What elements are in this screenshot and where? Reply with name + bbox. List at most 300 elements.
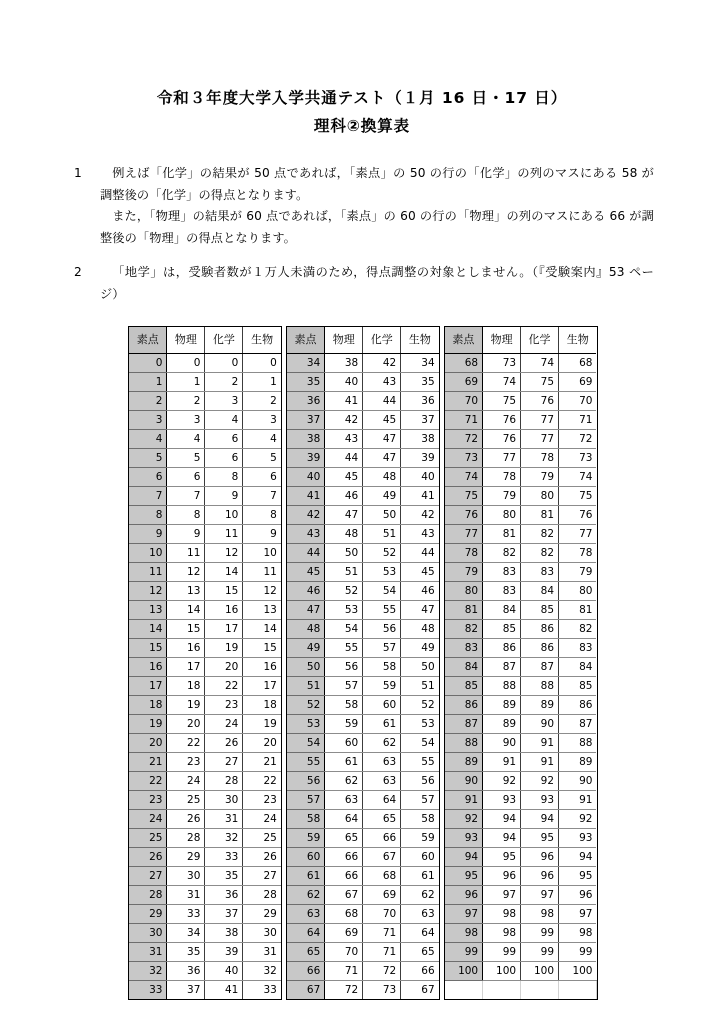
cell-biology: 12 — [243, 582, 281, 601]
cell-physics: 88 — [483, 677, 521, 696]
cell-biology: 39 — [401, 449, 439, 468]
cell-physics: 16 — [167, 639, 205, 658]
column-header-raw-score: 素点 — [445, 327, 483, 354]
cell-chemistry: 52 — [363, 544, 401, 563]
column-header-chemistry: 化学 — [521, 327, 559, 354]
cell-physics: 70 — [325, 943, 363, 962]
note-body-1 — [100, 163, 654, 249]
table-row — [445, 544, 597, 563]
cell-chemistry: 53 — [363, 563, 401, 582]
table-row — [445, 373, 597, 392]
cell-biology: 80 — [559, 582, 597, 601]
cell-biology: 99 — [559, 943, 597, 962]
cell-physics: 9 — [167, 525, 205, 544]
cell-biology: 100 — [559, 962, 597, 981]
cell-chemistry: 71 — [363, 924, 401, 943]
cell-raw-score: 18 — [129, 696, 167, 715]
cell-biology: 98 — [559, 924, 597, 943]
cell-chemistry: 15 — [205, 582, 243, 601]
cell-chemistry: 75 — [521, 373, 559, 392]
table-row — [287, 867, 439, 886]
table-row — [287, 772, 439, 791]
cell-chemistry: 69 — [363, 886, 401, 905]
cell-biology: 77 — [559, 525, 597, 544]
cell-physics: 84 — [483, 601, 521, 620]
table-row — [129, 772, 281, 791]
cell-chemistry: 78 — [521, 449, 559, 468]
cell-raw-score: 62 — [287, 886, 325, 905]
cell-biology: 17 — [243, 677, 281, 696]
table-row — [129, 753, 281, 772]
cell-raw-score: 98 — [445, 924, 483, 943]
cell-biology: 49 — [401, 639, 439, 658]
cell-biology: 22 — [243, 772, 281, 791]
table-row — [287, 373, 439, 392]
cell-physics: 42 — [325, 411, 363, 430]
cell-chemistry: 60 — [363, 696, 401, 715]
table-row — [129, 506, 281, 525]
cell-biology: 64 — [401, 924, 439, 943]
cell-raw-score: 22 — [129, 772, 167, 791]
table-row — [287, 563, 439, 582]
cell-physics: 85 — [483, 620, 521, 639]
cell-biology: 79 — [559, 563, 597, 582]
cell-biology: 90 — [559, 772, 597, 791]
cell-chemistry: 79 — [521, 468, 559, 487]
cell-chemistry: 0 — [205, 354, 243, 373]
cell-physics: 23 — [167, 753, 205, 772]
cell-physics: 25 — [167, 791, 205, 810]
cell-raw-score: 35 — [287, 373, 325, 392]
cell-biology: 60 — [401, 848, 439, 867]
cell-raw-score: 15 — [129, 639, 167, 658]
cell-biology: 67 — [401, 981, 439, 1000]
cell-raw-score — [445, 981, 483, 999]
cell-chemistry: 73 — [363, 981, 401, 1000]
cell-chemistry: 96 — [521, 867, 559, 886]
cell-raw-score: 54 — [287, 734, 325, 753]
column-header-raw-score: 素点 — [287, 327, 325, 354]
cell-raw-score: 6 — [129, 468, 167, 487]
cell-chemistry: 88 — [521, 677, 559, 696]
cell-biology: 41 — [401, 487, 439, 506]
cell-physics: 52 — [325, 582, 363, 601]
cell-biology: 33 — [243, 981, 281, 1000]
table-row — [445, 430, 597, 449]
cell-physics: 26 — [167, 810, 205, 829]
cell-chemistry: 27 — [205, 753, 243, 772]
cell-raw-score: 61 — [287, 867, 325, 886]
cell-physics: 30 — [167, 867, 205, 886]
table-row — [445, 411, 597, 430]
table-row — [445, 677, 597, 696]
cell-biology: 75 — [559, 487, 597, 506]
cell-physics: 66 — [325, 848, 363, 867]
table-row — [445, 829, 597, 848]
cell-raw-score: 20 — [129, 734, 167, 753]
table-row — [287, 943, 439, 962]
cell-biology: 34 — [401, 354, 439, 373]
cell-physics: 76 — [483, 430, 521, 449]
cell-chemistry: 86 — [521, 639, 559, 658]
cell-biology: 73 — [559, 449, 597, 468]
cell-chemistry: 81 — [521, 506, 559, 525]
cell-raw-score: 70 — [445, 392, 483, 411]
note-1-paragraph-2: また，「物理」の結果が 60 点であれば，「素点」の 60 の行の「物理」の列のマスにある 66 が調整後の「物理」の得点となります。 — [100, 209, 654, 245]
cell-physics: 81 — [483, 525, 521, 544]
cell-chemistry: 41 — [205, 981, 243, 1000]
cell-chemistry: 14 — [205, 563, 243, 582]
cell-biology: 76 — [559, 506, 597, 525]
cell-chemistry: 12 — [205, 544, 243, 563]
cell-chemistry: 95 — [521, 829, 559, 848]
cell-raw-score: 99 — [445, 943, 483, 962]
table-row — [129, 981, 281, 1000]
cell-chemistry: 42 — [363, 354, 401, 373]
cell-raw-score: 2 — [129, 392, 167, 411]
cell-physics: 80 — [483, 506, 521, 525]
cell-biology: 9 — [243, 525, 281, 544]
table-row — [445, 392, 597, 411]
cell-biology: 96 — [559, 886, 597, 905]
cell-raw-score: 23 — [129, 791, 167, 810]
cell-chemistry: 82 — [521, 525, 559, 544]
cell-physics: 90 — [483, 734, 521, 753]
cell-physics: 89 — [483, 696, 521, 715]
cell-raw-score: 38 — [287, 430, 325, 449]
cell-biology: 85 — [559, 677, 597, 696]
cell-chemistry: 70 — [363, 905, 401, 924]
cell-raw-score: 17 — [129, 677, 167, 696]
cell-chemistry: 91 — [521, 734, 559, 753]
cell-raw-score: 93 — [445, 829, 483, 848]
cell-biology: 89 — [559, 753, 597, 772]
cell-biology: 93 — [559, 829, 597, 848]
table-row — [445, 487, 597, 506]
cell-raw-score: 36 — [287, 392, 325, 411]
cell-raw-score: 69 — [445, 373, 483, 392]
cell-chemistry: 28 — [205, 772, 243, 791]
cell-physics: 92 — [483, 772, 521, 791]
cell-physics: 34 — [167, 924, 205, 943]
cell-raw-score: 88 — [445, 734, 483, 753]
cell-raw-score: 7 — [129, 487, 167, 506]
table-row — [445, 639, 597, 658]
table-row — [445, 924, 597, 943]
table-block-2 — [286, 326, 440, 1000]
cell-chemistry: 68 — [363, 867, 401, 886]
cell-physics: 74 — [483, 373, 521, 392]
table-row — [129, 373, 281, 392]
cell-physics: 96 — [483, 867, 521, 886]
cell-physics: 5 — [167, 449, 205, 468]
cell-biology: 50 — [401, 658, 439, 677]
cell-physics: 57 — [325, 677, 363, 696]
note-item-2 — [74, 262, 654, 305]
cell-physics: 20 — [167, 715, 205, 734]
cell-physics: 59 — [325, 715, 363, 734]
table-row — [445, 601, 597, 620]
table-row — [129, 867, 281, 886]
cell-biology: 95 — [559, 867, 597, 886]
column-header-raw-score: 素点 — [129, 327, 167, 354]
cell-chemistry: 99 — [521, 924, 559, 943]
cell-biology: 38 — [401, 430, 439, 449]
cell-chemistry: 51 — [363, 525, 401, 544]
table-row — [129, 886, 281, 905]
table-row — [129, 354, 281, 373]
table-row — [287, 696, 439, 715]
table-row — [287, 848, 439, 867]
cell-physics: 62 — [325, 772, 363, 791]
table-row — [129, 601, 281, 620]
cell-biology: 5 — [243, 449, 281, 468]
cell-physics: 36 — [167, 962, 205, 981]
cell-physics: 12 — [167, 563, 205, 582]
cell-raw-score: 45 — [287, 563, 325, 582]
cell-physics: 66 — [325, 867, 363, 886]
cell-chemistry: 33 — [205, 848, 243, 867]
cell-chemistry: 72 — [363, 962, 401, 981]
cell-chemistry: 83 — [521, 563, 559, 582]
cell-biology: 59 — [401, 829, 439, 848]
cell-chemistry: 6 — [205, 449, 243, 468]
cell-biology: 69 — [559, 373, 597, 392]
cell-biology: 21 — [243, 753, 281, 772]
cell-raw-score: 94 — [445, 848, 483, 867]
cell-raw-score: 65 — [287, 943, 325, 962]
cell-raw-score: 80 — [445, 582, 483, 601]
cell-chemistry: 31 — [205, 810, 243, 829]
cell-physics: 24 — [167, 772, 205, 791]
table-row — [129, 791, 281, 810]
cell-physics: 83 — [483, 563, 521, 582]
cell-biology: 53 — [401, 715, 439, 734]
cell-chemistry: 98 — [521, 905, 559, 924]
cell-raw-score: 56 — [287, 772, 325, 791]
table-row — [287, 468, 439, 487]
cell-chemistry: 59 — [363, 677, 401, 696]
cell-raw-score: 57 — [287, 791, 325, 810]
table-row — [445, 658, 597, 677]
cell-biology: 43 — [401, 525, 439, 544]
table-header-row — [287, 327, 439, 354]
conversion-table — [128, 326, 598, 1000]
cell-raw-score: 13 — [129, 601, 167, 620]
cell-biology: 30 — [243, 924, 281, 943]
cell-biology: 13 — [243, 601, 281, 620]
cell-chemistry: 23 — [205, 696, 243, 715]
cell-physics: 58 — [325, 696, 363, 715]
cell-raw-score: 81 — [445, 601, 483, 620]
cell-biology: 29 — [243, 905, 281, 924]
table-row — [445, 962, 597, 981]
cell-biology: 48 — [401, 620, 439, 639]
table-row — [287, 601, 439, 620]
cell-biology: 68 — [559, 354, 597, 373]
column-header-physics: 物理 — [167, 327, 205, 354]
table-row — [445, 848, 597, 867]
table-row — [129, 487, 281, 506]
table-row — [287, 886, 439, 905]
cell-raw-score: 91 — [445, 791, 483, 810]
cell-raw-score: 83 — [445, 639, 483, 658]
cell-biology: 36 — [401, 392, 439, 411]
cell-raw-score: 11 — [129, 563, 167, 582]
cell-biology: 4 — [243, 430, 281, 449]
cell-raw-score: 53 — [287, 715, 325, 734]
table-row — [287, 392, 439, 411]
cell-biology: 31 — [243, 943, 281, 962]
score-grid — [129, 327, 281, 999]
cell-biology: 28 — [243, 886, 281, 905]
cell-chemistry: 17 — [205, 620, 243, 639]
cell-chemistry: 87 — [521, 658, 559, 677]
cell-chemistry: 65 — [363, 810, 401, 829]
cell-physics: 69 — [325, 924, 363, 943]
cell-chemistry: 10 — [205, 506, 243, 525]
cell-raw-score: 43 — [287, 525, 325, 544]
cell-physics: 77 — [483, 449, 521, 468]
table-row — [287, 430, 439, 449]
table-row — [445, 715, 597, 734]
column-header-physics: 物理 — [483, 327, 521, 354]
cell-chemistry: 57 — [363, 639, 401, 658]
cell-biology: 11 — [243, 563, 281, 582]
cell-physics: 37 — [167, 981, 205, 1000]
table-row — [445, 734, 597, 753]
table-row — [129, 734, 281, 753]
cell-chemistry: 3 — [205, 392, 243, 411]
cell-physics: 89 — [483, 715, 521, 734]
cell-physics: 28 — [167, 829, 205, 848]
cell-physics: 79 — [483, 487, 521, 506]
cell-raw-score: 59 — [287, 829, 325, 848]
cell-physics: 11 — [167, 544, 205, 563]
cell-biology: 70 — [559, 392, 597, 411]
table-row — [129, 829, 281, 848]
cell-physics: 43 — [325, 430, 363, 449]
cell-chemistry: 43 — [363, 373, 401, 392]
table-block-3 — [444, 326, 598, 1000]
cell-physics: 15 — [167, 620, 205, 639]
table-row — [287, 411, 439, 430]
cell-chemistry: 30 — [205, 791, 243, 810]
cell-biology: 37 — [401, 411, 439, 430]
column-header-biology: 生物 — [559, 327, 597, 354]
cell-raw-score: 67 — [287, 981, 325, 1000]
cell-chemistry: 94 — [521, 810, 559, 829]
cell-raw-score: 49 — [287, 639, 325, 658]
cell-raw-score: 5 — [129, 449, 167, 468]
cell-chemistry: 71 — [363, 943, 401, 962]
cell-biology: 40 — [401, 468, 439, 487]
cell-physics: 40 — [325, 373, 363, 392]
score-grid — [445, 327, 597, 999]
cell-raw-score: 42 — [287, 506, 325, 525]
cell-physics: 0 — [167, 354, 205, 373]
cell-raw-score: 8 — [129, 506, 167, 525]
table-row — [129, 525, 281, 544]
cell-raw-score: 71 — [445, 411, 483, 430]
cell-raw-score: 26 — [129, 848, 167, 867]
cell-physics: 73 — [483, 354, 521, 373]
cell-raw-score: 4 — [129, 430, 167, 449]
cell-chemistry: 32 — [205, 829, 243, 848]
cell-physics: 86 — [483, 639, 521, 658]
note-1-paragraph-1: 例えば「化学」の結果が 50 点であれば，「素点」の 50 の行の「化学」の列のマスにある 58 が調整後の「化学」の得点となります。 — [100, 166, 654, 202]
cell-raw-score: 39 — [287, 449, 325, 468]
title-line-2: 理科②換算表 — [313, 117, 411, 135]
cell-physics: 6 — [167, 468, 205, 487]
table-row — [129, 905, 281, 924]
column-header-physics: 物理 — [325, 327, 363, 354]
note-body-2 — [100, 262, 654, 305]
cell-raw-score: 72 — [445, 430, 483, 449]
cell-physics: 1 — [167, 373, 205, 392]
cell-physics: 91 — [483, 753, 521, 772]
cell-biology: 0 — [243, 354, 281, 373]
cell-chemistry: 85 — [521, 601, 559, 620]
table-row — [287, 449, 439, 468]
table-row — [287, 791, 439, 810]
cell-chemistry: 11 — [205, 525, 243, 544]
cell-chemistry: 26 — [205, 734, 243, 753]
cell-chemistry: 77 — [521, 411, 559, 430]
cell-chemistry: 99 — [521, 943, 559, 962]
table-row — [129, 924, 281, 943]
cell-chemistry: 90 — [521, 715, 559, 734]
cell-biology: 46 — [401, 582, 439, 601]
table-row — [129, 563, 281, 582]
cell-raw-score: 34 — [287, 354, 325, 373]
cell-physics: 47 — [325, 506, 363, 525]
table-row — [129, 677, 281, 696]
table-row — [129, 430, 281, 449]
table-block-1 — [128, 326, 282, 1000]
cell-chemistry: 55 — [363, 601, 401, 620]
table-row — [287, 829, 439, 848]
cell-biology: 24 — [243, 810, 281, 829]
cell-biology: 71 — [559, 411, 597, 430]
table-row — [129, 639, 281, 658]
cell-physics: 17 — [167, 658, 205, 677]
cell-biology: 81 — [559, 601, 597, 620]
cell-physics: 54 — [325, 620, 363, 639]
cell-raw-score: 31 — [129, 943, 167, 962]
cell-biology: 82 — [559, 620, 597, 639]
cell-biology — [559, 981, 597, 999]
cell-raw-score: 90 — [445, 772, 483, 791]
table-row — [445, 468, 597, 487]
cell-raw-score: 82 — [445, 620, 483, 639]
cell-physics: 41 — [325, 392, 363, 411]
cell-chemistry: 47 — [363, 430, 401, 449]
cell-biology: 45 — [401, 563, 439, 582]
cell-biology: 3 — [243, 411, 281, 430]
cell-raw-score: 60 — [287, 848, 325, 867]
cell-physics: 97 — [483, 886, 521, 905]
table-row — [287, 525, 439, 544]
cell-chemistry: 86 — [521, 620, 559, 639]
cell-biology: 74 — [559, 468, 597, 487]
table-row — [129, 411, 281, 430]
cell-biology: 2 — [243, 392, 281, 411]
cell-chemistry: 50 — [363, 506, 401, 525]
cell-chemistry: 36 — [205, 886, 243, 905]
cell-chemistry: 100 — [521, 962, 559, 981]
cell-raw-score: 14 — [129, 620, 167, 639]
